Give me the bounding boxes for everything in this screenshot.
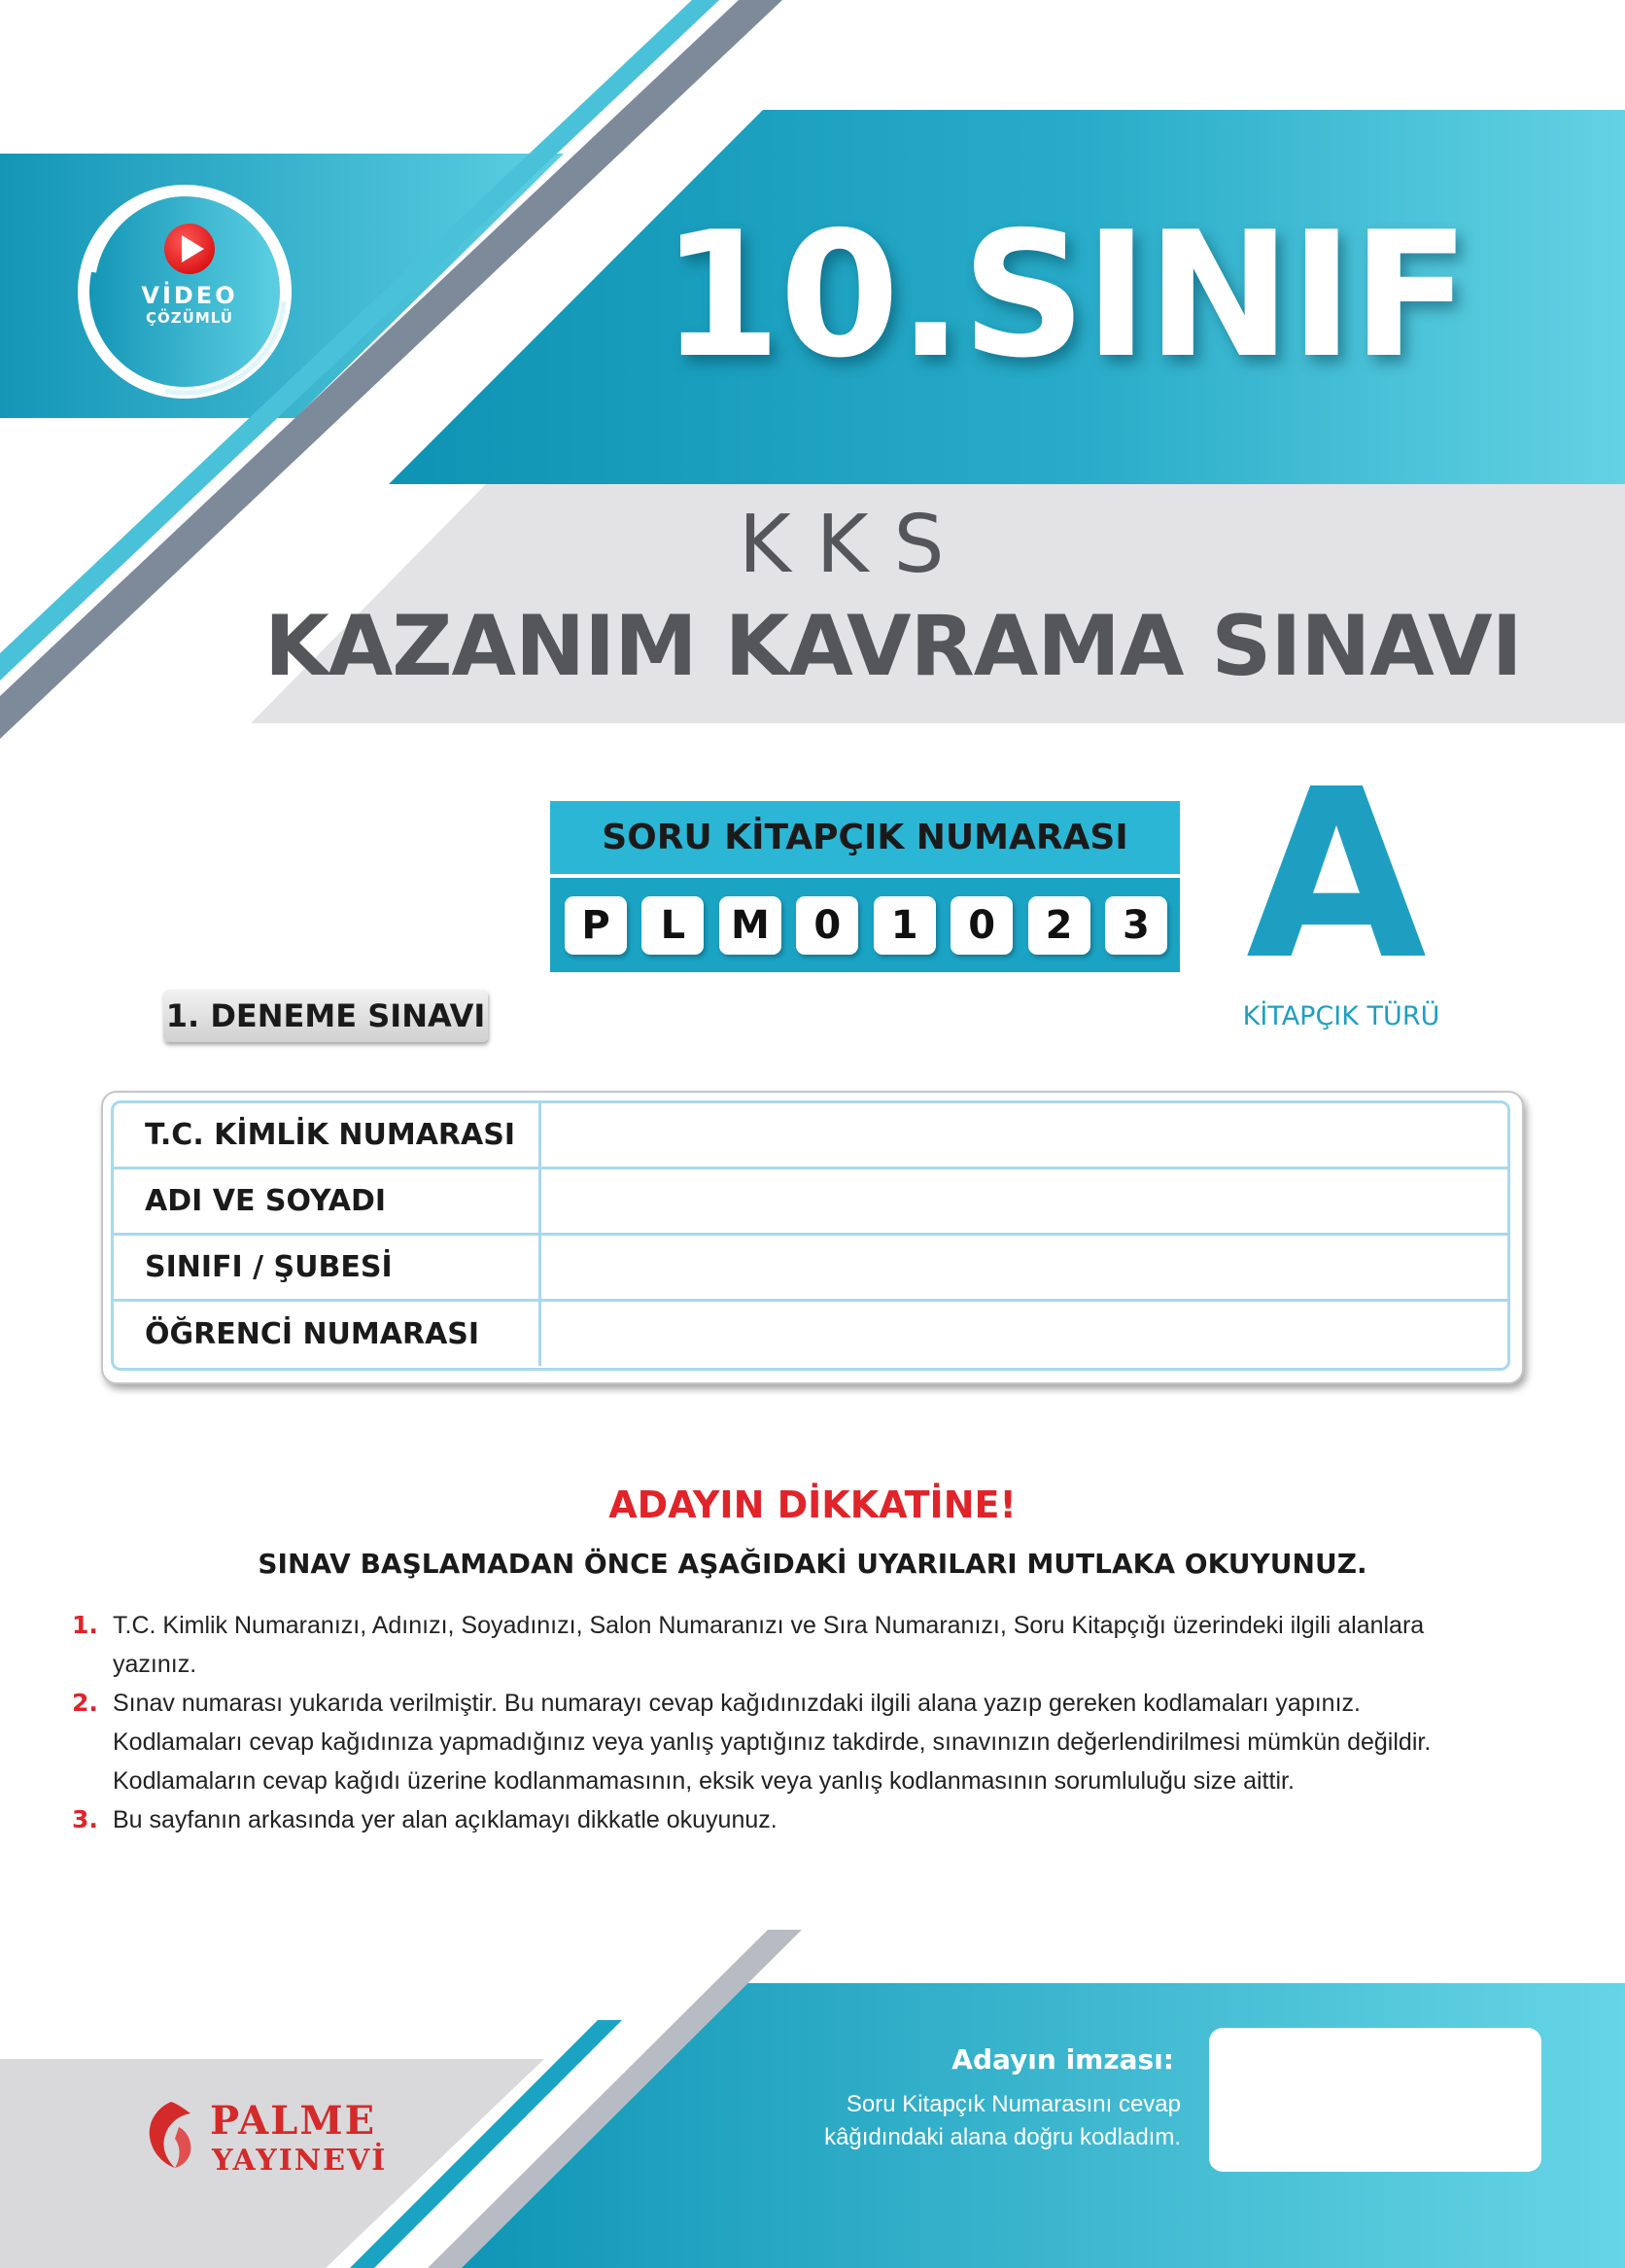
rule-line: Bu sayfanın arkasında yer alan açıklamayı dikkatle okuyunuz.	[113, 1806, 778, 1833]
rule-line: Kodlamaların cevap kağıdı üzerine kodlanmamasının, eksik veya yanlış kodlanmasının sorumluluğu size aittir.	[113, 1767, 1295, 1795]
form-label: ADI VE SOYADI	[114, 1169, 541, 1233]
class-field[interactable]	[541, 1236, 1507, 1299]
publisher-name-line1: PALME	[210, 2098, 377, 2144]
signature-note	[787, 2088, 1181, 2154]
rule-item	[72, 1684, 1569, 1800]
rule-number: 1.	[72, 1611, 98, 1639]
rule-line: Kodlamaları cevap kağıdınıza yapmadığınız veya yanlış yaptığınız takdirde, sınavınızın değerlendirilmesi mümkün değildir.	[113, 1728, 1432, 1756]
signature-title: Adayın imzası:	[951, 2043, 1174, 2076]
attention-heading: ADAYIN DİKKATİNE!	[608, 1483, 1017, 1526]
student-number-field[interactable]	[541, 1302, 1507, 1366]
rule-line: yazınız.	[113, 1651, 197, 1678]
video-badge-label: VİDEO	[141, 282, 238, 309]
grade-title: 10.SINIF	[661, 194, 1469, 396]
exam-full-title: KAZANIM KAVRAMA SINAVI	[264, 598, 1522, 695]
exam-short-title: KKS	[739, 499, 970, 591]
rule-number: 3.	[72, 1805, 98, 1833]
form-label: SINIFI / ŞUBESİ	[114, 1236, 541, 1299]
booklet-digit: L	[641, 896, 704, 955]
rule-text	[113, 1684, 1569, 1800]
booklet-type-label: KİTAPÇIK TÜRÜ	[1242, 1001, 1440, 1031]
booklet-digits	[565, 896, 1167, 955]
rule-item	[72, 1800, 1569, 1839]
exam-number-badge: 1. DENEME SINAVI	[163, 990, 488, 1042]
form-label: T.C. KİMLİK NUMARASI	[114, 1103, 541, 1167]
booklet-type-letter: A	[1246, 739, 1427, 1011]
name-field[interactable]	[541, 1169, 1507, 1233]
video-badge-sublabel: ÇÖZÜMLÜ	[146, 309, 233, 327]
booklet-digit: 1	[874, 896, 936, 955]
rule-text	[113, 1800, 1569, 1839]
booklet-digit: 0	[951, 896, 1013, 955]
form-row-name	[114, 1169, 1507, 1236]
booklet-digit: 3	[1105, 896, 1167, 955]
booklet-digit: 2	[1028, 896, 1090, 955]
form-row-id-number	[114, 1103, 1507, 1169]
signature-note-line: kâğıdındaki alana doğru kodladım.	[824, 2124, 1181, 2150]
rule-line: T.C. Kimlik Numaranızı, Adınızı, Soyadınızı, Salon Numaranızı ve Sıra Numaranızı, Soru Kitapçığı üzerindeki ilgili alanlara	[113, 1612, 1425, 1639]
signature-box[interactable]	[1209, 2028, 1541, 2172]
publisher-name-line2: YAYINEVİ	[212, 2144, 388, 2178]
form-row-class	[114, 1236, 1507, 1302]
booklet-number-label: SORU KİTAPÇIK NUMARASI	[550, 801, 1180, 874]
warning-heading: SINAV BAŞLAMADAN ÖNCE AŞAĞIDAKİ UYARILARI MUTLAKA OKUYUNUZ.	[258, 1548, 1367, 1580]
student-info-form	[101, 1091, 1524, 1384]
signature-note-line: Soru Kitapçık Numarasını cevap	[846, 2091, 1181, 2117]
student-info-grid	[111, 1100, 1510, 1371]
rule-line: Sınav numarası yukarıda verilmiştir. Bu numarayı cevap kağıdınızdaki ilgili alana yazıp gereken kodlamaları yapınız.	[113, 1690, 1361, 1717]
form-label: ÖĞRENCİ NUMARASI	[114, 1302, 541, 1366]
publisher-name	[210, 2098, 388, 2178]
booklet-digit: 0	[796, 896, 858, 955]
rules-list	[72, 1606, 1569, 1839]
form-row-student-number	[114, 1302, 1507, 1366]
id-number-field[interactable]	[541, 1103, 1507, 1167]
rule-text	[113, 1606, 1569, 1684]
publisher-logo-icon	[136, 2098, 206, 2172]
rule-item	[72, 1606, 1569, 1684]
booklet-divider	[550, 874, 1180, 878]
booklet-digit: P	[565, 896, 627, 955]
booklet-number-box	[550, 801, 1180, 972]
booklet-digit: M	[719, 896, 781, 955]
rule-number: 2.	[72, 1689, 98, 1717]
